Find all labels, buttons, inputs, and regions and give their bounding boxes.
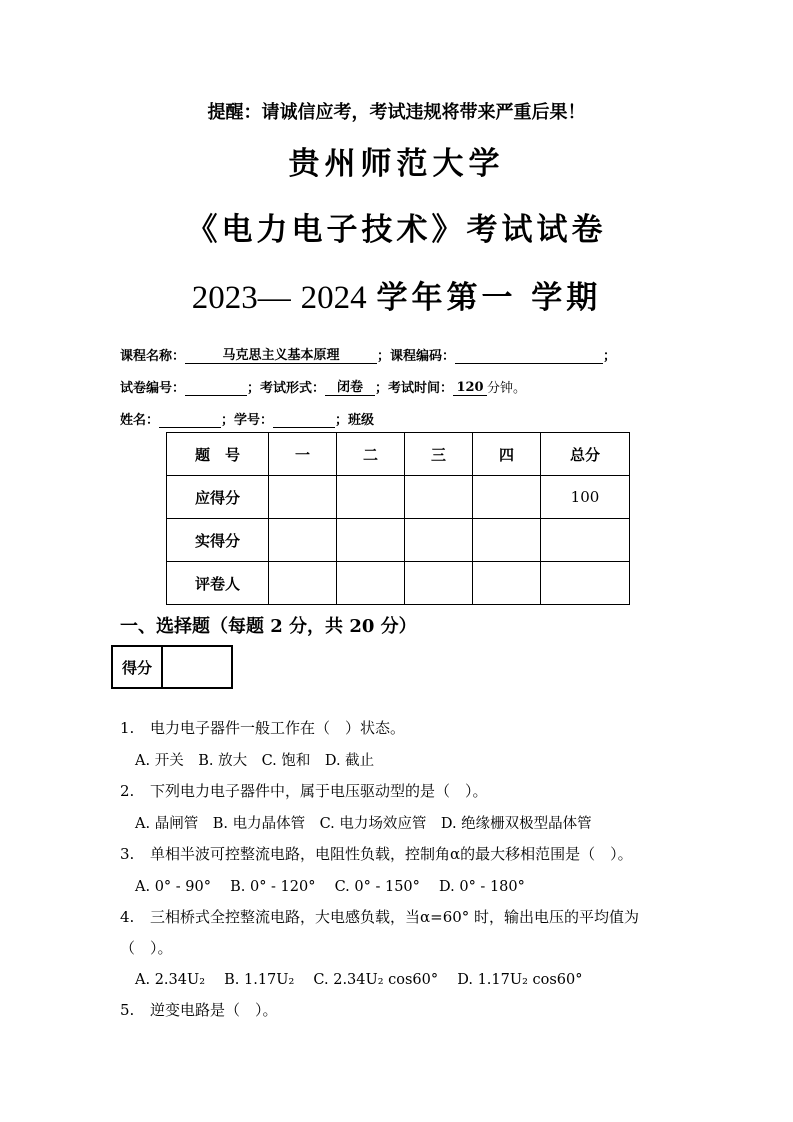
question-number: 1. — [120, 719, 135, 737]
question-4-options: A. 2.34U₂ B. 1.17U₂ C. 2.34U₂ cos60° D. 1.17U₂ cos60° — [135, 972, 583, 988]
total-score-cell[interactable]: 100 — [541, 476, 630, 519]
score-cell[interactable] — [473, 562, 541, 605]
name-label: 姓名： — [120, 413, 160, 428]
score-cell[interactable] — [473, 476, 541, 519]
student-info-line — [120, 409, 374, 428]
score-cell[interactable] — [337, 519, 405, 562]
course-name-label: 课程名称： — [120, 349, 186, 364]
question-5 — [120, 999, 278, 1020]
student-id-label: ；学号： — [221, 413, 274, 428]
exam-form-label: ；考试形式： — [247, 381, 326, 396]
paper-no-field[interactable] — [185, 380, 247, 396]
term-year-end: 2024 — [300, 280, 367, 316]
exam-time-unit: 分钟。 — [487, 381, 527, 396]
term-text: 学年第一 学期 — [376, 280, 602, 316]
score-table-row — [167, 476, 630, 519]
score-cell[interactable] — [269, 476, 337, 519]
row-label: 评卷人 — [167, 562, 269, 605]
question-text: 电力电子器件一般工作在（ ）状态。 — [150, 719, 406, 737]
question-number: 3. — [120, 845, 135, 863]
score-table-header-row — [167, 433, 630, 476]
question-text: 逆变电路是（ ）。 — [150, 1001, 278, 1019]
header-cell: 二 — [337, 433, 405, 476]
exam-info-line — [120, 377, 526, 396]
end-punct: ； — [603, 349, 617, 364]
score-table-row — [167, 519, 630, 562]
question-text: 下列电力电子器件中，属于电压驱动型的是（ ）。 — [150, 782, 488, 800]
question-text: 三相桥式全控整流电路，大电感负载，当α=60° 时，输出电压的平均值为 — [150, 908, 640, 926]
score-cell[interactable] — [405, 476, 473, 519]
question-3 — [120, 843, 633, 864]
score-box-field[interactable] — [162, 646, 232, 688]
score-cell[interactable] — [405, 519, 473, 562]
exam-title: 《电力电子技术》考试试卷 — [186, 212, 607, 248]
score-table-row — [167, 562, 630, 605]
exam-time-field[interactable]: 120 — [453, 380, 487, 396]
term-dash: — — [257, 280, 291, 316]
question-2 — [120, 780, 488, 801]
class-label: ；班级 — [335, 413, 375, 428]
score-cell[interactable] — [337, 476, 405, 519]
header-cell: 一 — [269, 433, 337, 476]
university-name: 贵州师范大学 — [288, 146, 505, 182]
question-number: 2. — [120, 782, 135, 800]
row-label: 应得分 — [167, 476, 269, 519]
score-cell[interactable] — [405, 562, 473, 605]
paper-no-label: 试卷编号： — [120, 381, 186, 396]
exam-time-label: ；考试时间： — [375, 381, 454, 396]
question-text: 单相半波可控整流电路，电阻性负载，控制角α的最大移相范围是（ ）。 — [150, 845, 633, 863]
header-cell: 题 号 — [167, 433, 269, 476]
row-label: 实得分 — [167, 519, 269, 562]
score-table — [166, 432, 630, 605]
question-1-options: A. 开关 B. 放大 C. 饱和 D. 截止 — [135, 753, 375, 769]
integrity-reminder: 提醒：请诚信应考，考试违规将带来严重后果！ — [207, 102, 586, 123]
total-score-cell[interactable] — [541, 562, 630, 605]
header-cell: 总分 — [541, 433, 630, 476]
score-box-label: 得分 — [112, 646, 162, 688]
section-score-box — [111, 645, 233, 689]
course-info-line — [120, 345, 616, 364]
score-cell[interactable] — [337, 562, 405, 605]
section-heading: 一、选择题（每题 2 分，共 20 分） — [120, 616, 417, 637]
header-cell: 四 — [473, 433, 541, 476]
total-score-cell[interactable] — [541, 519, 630, 562]
question-number: 4. — [120, 908, 135, 926]
question-number: 5. — [120, 1001, 135, 1019]
score-cell[interactable] — [269, 519, 337, 562]
score-cell[interactable] — [473, 519, 541, 562]
question-3-options: A. 0° - 90° B. 0° - 120° C. 0° - 150° D. 0° - 180° — [135, 879, 525, 895]
question-4 — [120, 906, 639, 927]
name-field[interactable] — [159, 412, 221, 428]
term-year-start: 2023 — [191, 280, 258, 316]
course-code-field[interactable] — [455, 348, 603, 364]
course-code-label: ；课程编码： — [377, 349, 456, 364]
term-line — [0, 272, 793, 317]
question-2-options: A. 晶闸管 B. 电力晶体管 C. 电力场效应管 D. 绝缘栅双极型晶体管 — [135, 816, 592, 832]
student-id-field[interactable] — [273, 412, 335, 428]
question-1 — [120, 717, 405, 738]
header-cell: 三 — [405, 433, 473, 476]
question-4-continuation: （ ）。 — [120, 939, 173, 957]
course-name-field[interactable]: 马克思主义基本原理 — [185, 348, 377, 364]
score-cell[interactable] — [269, 562, 337, 605]
exam-form-field[interactable]: 闭卷 — [325, 380, 375, 396]
